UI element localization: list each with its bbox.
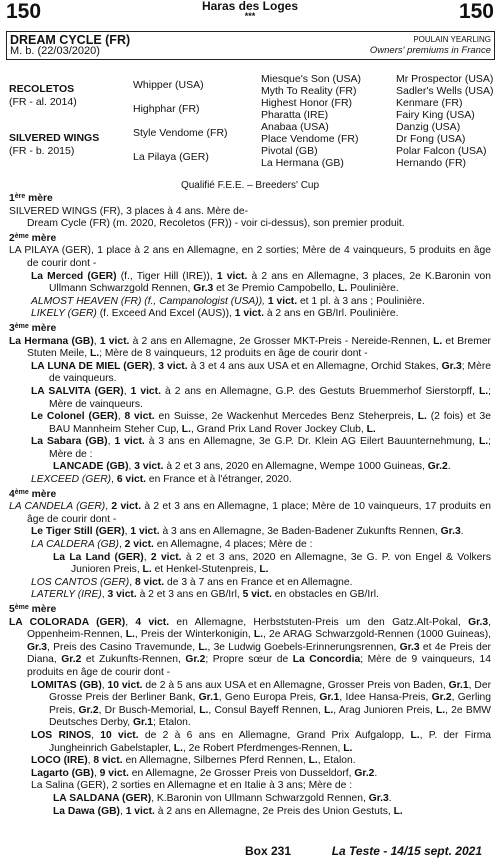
ped-g3: Place Vendome (FR) [261, 133, 359, 145]
farm-name: Haras des Loges [201, 0, 299, 13]
ped-g4: Mr Prospector (USA) [396, 73, 494, 85]
dam-4-summary: LA CANDELA (GER), 2 vict. à 2 et 3 ans en Allemagne, 1 place; Mère de 10 vainqueurs, 17 produits en âge de courir dont - [9, 501, 491, 525]
produce-entry: La Dawa (GB), 1 vict. à 2 ans en Allemagne, 2e Preis des Union Gestuts, L. [53, 805, 403, 817]
ped-g4: Kenmare (FR) [396, 97, 463, 109]
ped-g2: Style Vendome (FR) [133, 127, 228, 139]
sire-info: (FR - al. 2014) [9, 96, 77, 108]
owners-premiums: Owners' premiums in France [369, 45, 491, 56]
qualification: Qualifié F.E.E. – Breeders' Cup [180, 180, 320, 191]
dam-1-produce: Dream Cycle (FR) (m. 2020, Recoletos (FR)) - voir ci-dessus), son premier produit. [27, 218, 405, 230]
section-heading-2: 2ème mère [9, 232, 57, 244]
dam-1-summary: SILVERED WINGS (FR), 3 places à 4 ans. Mère de- [9, 205, 249, 217]
section-heading-1: 1ère mère [9, 193, 53, 204]
dam-3-summary: La Hermana (GB), 1 vict. à 2 ans en Allemagne, 2e Grosser MKT-Preis - Nereide-Rennen, L. et Bremer Stuten Meile, L.; Mère de 8 vainqueurs, 12 produits en âge de courir dont - [9, 335, 491, 360]
produce-entry: LATERLY (IRE), 3 vict. à 2 et 3 ans en GB/Irl, 5 vict. en obstacles en GB/Irl. [31, 589, 379, 601]
ped-g2: Whipper (USA) [133, 79, 204, 91]
ped-g3: Pharatta (IRE) [261, 109, 329, 121]
stars-rating: *** [244, 11, 256, 21]
section-heading-3: 3ème mère [9, 322, 57, 334]
ped-g4: Hernando (FR) [396, 157, 467, 169]
produce-entry: LIKELY (GER) (f. Exceed And Excel (AUS)), 1 vict. à 2 ans en GB/Irl. Poulinière. [31, 308, 399, 320]
lot-number: 150 [6, 0, 42, 23]
ped-g4: Danzig (USA) [396, 121, 461, 133]
produce-entry: LEXCEED (GER), 6 vict. en France et à l'étranger, 2020. [31, 474, 292, 486]
produce-entry: LOMITAS (GB), 10 vict. de 2 à 5 ans aux USA et en Allemagne, Grosser Preis von Baden, Gr.1, Der Grosse Preis der Berliner Bank, Gr.1, Geno Europa Preis, Gr.1, Idee Hansa-Preis, Gr.2, Gerling Preis, Gr.2, Dr Busch-Memorial, L., Consul Bayeff Rennen, L., Arag Junioren Preis, L., 2e BMW Deutsches Derby, Gr.1; Etalon. [31, 679, 492, 729]
produce-entry: La Sabara (GB), 1 vict. à 3 ans en Allemagne, 3e G.P. Dr. Klein AG Eilert Bauunternehmung, L.; Mère de : [31, 436, 491, 460]
produce-entry: LA SALDANA (GER), K.Baronin von Ullmann Schwarzgold Rennen, Gr.3. [53, 792, 392, 804]
produce-entry: La La Land (GER), 2 vict. à 2 et 3 ans, 2020 en Allemagne, 3e G. P. von Engel & Volkers Junioren Preis, L. et Henkel-Stutenpreis, L. [53, 551, 491, 576]
dam-2-summary: LA PILAYA (GER), 1 place à 2 ans en Allemagne, en 2 sorties; Mère de 4 vainqueurs, 5 produits en âge de courir dont - [9, 245, 491, 269]
produce-entry: LOCO (IRE), 8 vict. en Allemagne, Silbernes Pferd Rennen, L., Etalon. [31, 755, 356, 767]
produce-entry: LA LUNA DE MIEL (GER), 3 vict. à 3 et 4 ans aux USA et en Allemagne, Orchid Stakes, Gr.3; Mère de vainqueurs. [31, 360, 492, 385]
produce-entry: LA SALVITA (GER), 1 vict. à 2 ans en Allemagne, G.P. des Gestuts Bruemmerhof Sierstorpff, L.; Mère de vainqueurs. [31, 385, 491, 410]
ped-g4: Fairy King (USA) [396, 109, 475, 121]
box-number: Box 231 [245, 844, 292, 858]
ped-g4: Polar Falcon (USA) [396, 145, 487, 157]
ped-g4: Sadler's Wells (USA) [396, 85, 494, 97]
ped-g3: Pivotal (GB) [261, 145, 318, 157]
produce-entry: LOS RINOS, 10 vict. de 2 à 6 ans en Allemagne, Grand Prix Aufgalopp, L., P. der Firma Jungheinrich Gabelstapler, L., 2e Robert Pferdmenges-Rennen, L. [31, 729, 491, 754]
produce-entry: La Merced (GER) (f., Tiger Hill (IRE)), 1 vict. à 2 ans en Allemagne, 3 places, 2e K.Baronin von Ullmann Schwarzgold Rennen, Gr.3 et 3e Premio Campobello, L. Poulinière. [31, 270, 491, 295]
lot-number-right: 150 [458, 0, 494, 23]
ped-g2: La Pilaya (GER) [133, 151, 209, 163]
sale-info: La Teste - 14/15 sept. 2021 [331, 844, 482, 858]
ped-g3: Miesque's Son (USA) [261, 73, 362, 85]
dam-name: SILVERED WINGS [9, 132, 100, 144]
section-heading-5: 5ème mère [9, 604, 57, 615]
horse-header-box [6, 31, 495, 60]
dam-5-summary: LA COLORADA (GER), 4 vict. en Allemagne, Herbststuten-Preis um den Gatz.Alt-Pokal, Gr.3, Oppenheim-Rennen, L., Preis der Winterkonigin, L., 2e ARAG Schwarzgold-Rennen (1000 Guineas), Gr.3, Preis des Casino Travemunde, L., 3e Ludwig Goebels-Erinnerungsrennen, Gr.3 et 4e Preis der Diana, Gr.2 et Zukunfts-Rennen, Gr.2; Propre sœur de La Concordia; Mère de 9 vainqueurs, 14 produits en âge de courir dont - [9, 616, 491, 678]
sire-name: RECOLETOS [9, 83, 75, 95]
horse-name: DREAM CYCLE (FR) [10, 33, 131, 47]
produce-entry: La Salina (GER), 2 sorties en Allemagne et en Italie à 3 ans; Mère de : [31, 780, 353, 792]
produce-entry: Le Colonel (GER), 8 vict. en Suisse, 2e Wackenhut Mercedes Benz Steherpreis, L. (2 fois) et 3e BAU Mannheim Steher Cup, L., Grand Prix Land Rover Jockey Club, L. [31, 411, 491, 435]
produce-entry: Le Tiger Still (GER), 1 vict. à 3 ans en Allemagne, 3e Baden-Badener Zukunfts Rennen, Gr.3. [31, 526, 464, 538]
ped-g3: Myth To Reality (FR) [261, 85, 357, 97]
horse-sex-date: M. b. (22/03/2020) [10, 45, 100, 57]
produce-entry: LA CALDERA (GB), 2 vict. en Allemagne, 4 places; Mère de : [31, 539, 313, 551]
ped-g3: Highest Honor (FR) [261, 97, 353, 109]
dam-info: (FR - b. 2015) [9, 145, 75, 157]
ped-g4: Dr Fong (USA) [396, 133, 466, 145]
horse-type: POULAIN YEARLING [413, 35, 491, 44]
produce-entry: ALMOST HEAVEN (FR) (f., Campanologist (USA)), 1 vict. et 1 pl. à 3 ans ; Poulinière. [31, 295, 425, 307]
produce-entry: LANCADE (GB), 3 vict. à 2 et 3 ans, 2020 en Allemagne, Wempe 1000 Guineas, Gr.2. [53, 461, 451, 473]
section-heading-4: 4ème mère [9, 488, 57, 500]
produce-entry: Lagarto (GB), 9 vict. en Allemagne, 2e Grosser Preis von Dusseldorf, Gr.2. [31, 767, 378, 779]
ped-g2: Highphar (FR) [133, 103, 200, 115]
ped-g3: Anabaa (USA) [261, 121, 329, 133]
ped-g3: La Hermana (GB) [261, 157, 344, 169]
dam-line [9, 193, 491, 818]
produce-entry: LOS CANTOS (GER), 8 vict. de 3 à 7 ans en France et en Allemagne. [31, 576, 353, 588]
